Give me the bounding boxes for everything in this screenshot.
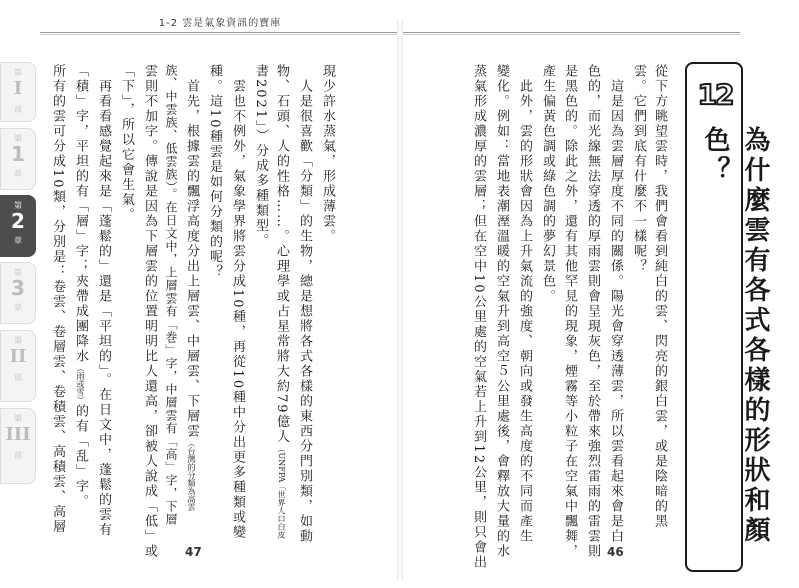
tab-part-1[interactable]: [0, 62, 36, 122]
question-title-box: [685, 62, 770, 572]
column-text: 首先，根據雲的飄浮高度分出上層雲、中層雲、下層雲: [184, 64, 199, 439]
tab-suffix: 章: [14, 169, 22, 178]
body-column: 所有的雲可分成10類，分別是：卷雲、卷層雲、卷積雲、高積雲、高層: [50, 64, 65, 535]
tab-numeral: 2: [11, 209, 25, 233]
body-column: 變化。例如：當地表潮溼溫暖的空氣升到高空５公里處後，會釋放大量的水: [494, 64, 509, 559]
tab-suffix: 部: [14, 451, 22, 460]
header-rule-secondary: [40, 34, 740, 35]
column-text: 的有「乱」字。: [73, 404, 88, 509]
tab-part-2[interactable]: [0, 330, 36, 402]
tab-prefix: 第: [14, 268, 22, 277]
tab-suffix: 章: [14, 303, 22, 312]
running-header: 1-2 雲是氣象資訊的寶庫: [158, 18, 282, 29]
body-column: 色的，而光線無法穿透的厚雨雲則會呈現灰色，至於帶來強烈雷雨的雷雲則: [585, 64, 600, 559]
tab-prefix: 第: [14, 201, 22, 210]
tab-prefix: 第: [14, 134, 22, 143]
body-column: 人是很喜歡「分類」的生物，總是想將各式各樣的東西分門別類，如動: [297, 64, 312, 544]
tab-suffix: 章: [14, 236, 22, 245]
body-column: 雲也不例外，氣象學界將雲分成10種，再從10種中分出更多種類或變: [230, 64, 245, 541]
tab-prefix: 第: [14, 68, 22, 77]
tab-chapter-3[interactable]: [0, 262, 36, 324]
tab-numeral: I: [13, 78, 23, 99]
page-number-right: 46: [607, 545, 624, 559]
footnote-text: （UNFPA「世界人口白皮: [277, 444, 286, 539]
body-column: 蒸氣形成濃厚的雲層；但在空中10公里處的空氣若上升到12公里，則只會出: [471, 64, 486, 571]
tab-chapter-1[interactable]: [0, 128, 36, 190]
body-column: 此外，雲的形狀會因為上升氣流的強度、朝向或發生高度的不同而產生: [517, 64, 532, 544]
body-column: 從下方眺望雲時，我們會看到純白的雲、閃亮的銀白雲，或是陰暗的黑: [652, 64, 667, 529]
tab-numeral: III: [5, 424, 31, 445]
column-text: 「積」字，平坦的有「層」字；夾帶成團降水: [73, 64, 88, 364]
footnote-text: （雨或雪）: [76, 364, 85, 404]
tab-prefix: 第: [14, 336, 22, 345]
header-rule: [40, 32, 740, 33]
body-column: 這是因為雲層厚度不同的關係。陽光會穿透薄雲，所以雲看起來會是白: [608, 64, 623, 544]
column-text: 物、石頭、人的性格……。心理學或占星常將大約79億人: [274, 64, 289, 445]
body-column: 雲則不加字。傳說是因為下層雲的位置明明比人還高，卻被人說成「低」或: [142, 64, 157, 559]
footnote-text: （台灣的分類為高雲: [187, 439, 196, 511]
tab-suffix: 部: [14, 373, 22, 382]
tab-part-3[interactable]: [0, 408, 36, 484]
tab-numeral: 1: [11, 142, 25, 166]
tab-chapter-2[interactable]: [0, 195, 36, 257]
body-column: 是黑色的。除此之外，還有其他罕見的現象，煙霧等小粒子在空氣中飄舞，: [562, 64, 577, 559]
tab-numeral: II: [9, 346, 27, 367]
page-number-left: 47: [185, 545, 202, 559]
question-title: 為什麼雲有各式各樣的形狀和顏色？: [700, 126, 770, 546]
body-column: [71, 64, 90, 509]
body-column: 書2021」）分成多種類型。: [253, 64, 268, 249]
body-column: [272, 64, 291, 538]
tab-suffix: 部: [14, 105, 22, 114]
body-column: 再看看感覺起來是「蓬鬆的」還是「平坦的」。在日文中，蓬鬆的雲有: [96, 64, 111, 538]
body-column: 族、中雲族、低雲族）。在日文中，上層雲有「巻」字，中層雲有「高」字，下層: [164, 64, 178, 526]
body-column: 雲。它們到底有什麼不一樣呢？: [631, 64, 646, 274]
tab-prefix: 第: [14, 414, 22, 423]
body-column: 種。這10種雲是如何分類的呢？: [207, 64, 222, 280]
body-column: 現少許水蒸氣，形成薄雲。: [320, 64, 335, 244]
body-column: 「下」，所以它會生氣。: [119, 64, 134, 223]
tab-numeral: 3: [11, 276, 25, 300]
page-gutter: [397, 20, 403, 580]
question-number: 12: [697, 77, 733, 111]
body-column: 產生偏黃色調或綠色調的夢幻景色。: [540, 64, 555, 304]
body-column: [182, 64, 201, 511]
